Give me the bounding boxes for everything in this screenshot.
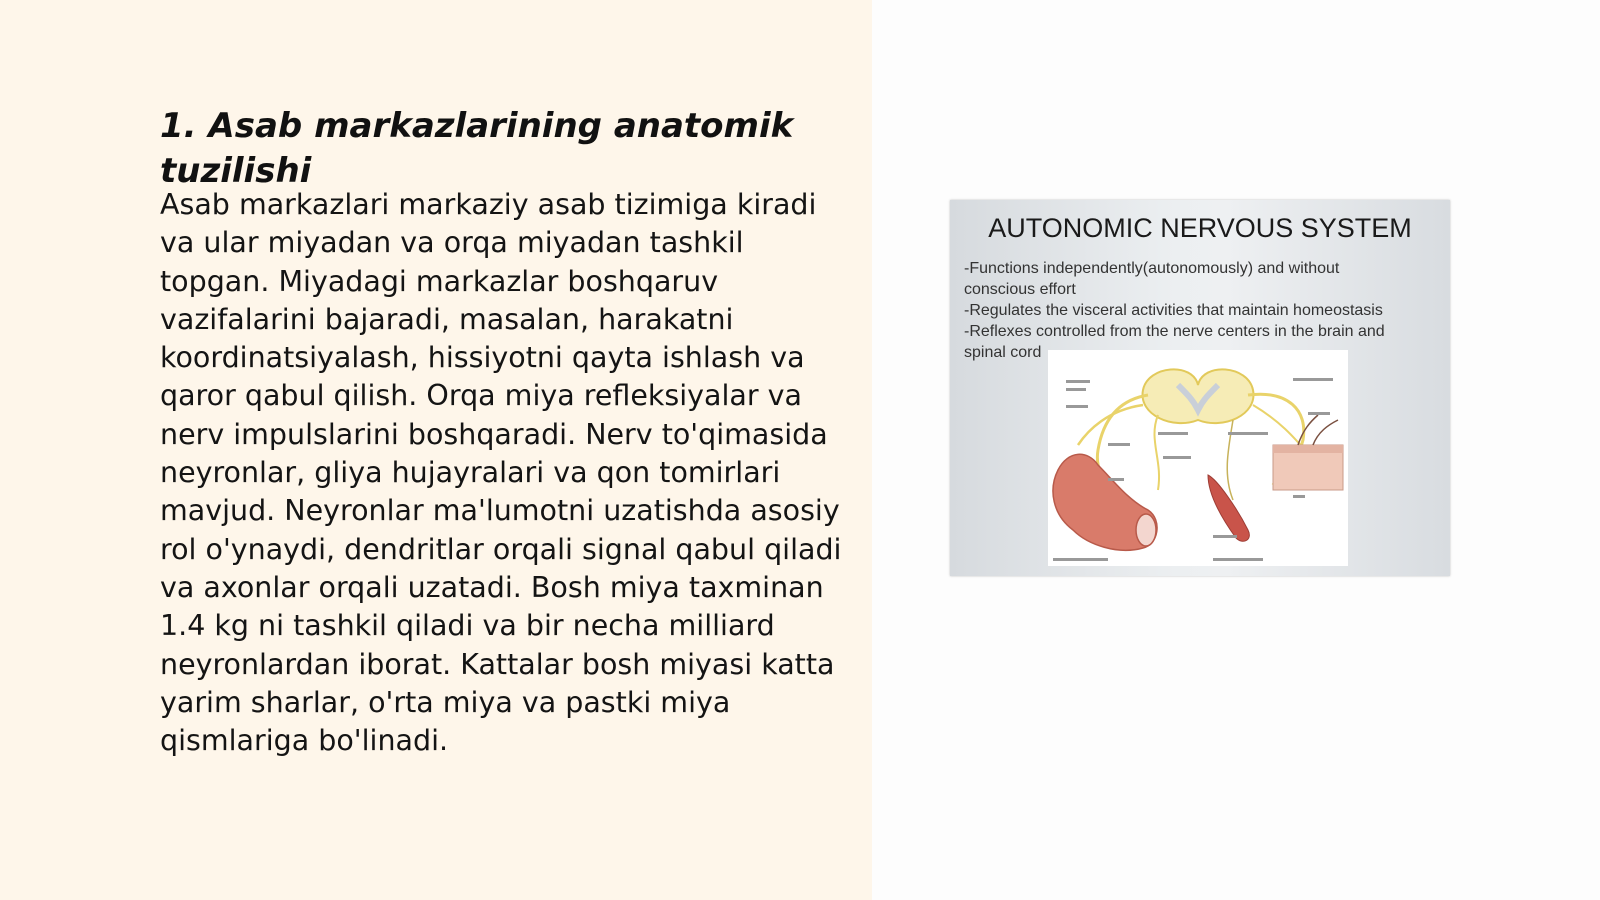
autonomic-nervous-system-diagram-icon <box>1048 350 1348 566</box>
autonomic-nervous-system-figure <box>950 200 1450 576</box>
figure-line: -Regulates the visceral activities that maintain homeostasis <box>964 302 1383 319</box>
slide-title: 1. Asab markazlarining anatomik tuzilishi <box>160 106 794 191</box>
figure-description <box>964 258 1444 363</box>
figure-title: AUTONOMIC NERVOUS SYSTEM <box>988 213 1412 243</box>
figure-line: -Functions independently(autonomously) and without <box>964 260 1340 277</box>
figure-line: -Reflexes controlled from the nerve centers in the brain and <box>964 323 1385 340</box>
slide-body-text: Asab markazlari markaziy asab tizimiga kiradi va ular miyadan va orqa miyadan tashkil topgan. Miyadagi markazlar boshqaruv vazifalarini bajaradi, masalan, harakatni koordinatsiyalash, hissiyotni qayta ishlash va qaror qabul qilish. Orqa miya refleksiyalar va nerv impulslarini boshqaradi. Nerv to'qimasida neyronlar, gliya hujayralari va qon tomirlari mavjud. Neyronlar ma'lumotni uzatishda asosiy rol o'ynaydi, dendritlar orqali signal qabul qiladi va axonlar orqali uzatadi. Bosh miya taxminan 1.4 kg ni tashkil qiladi va bir necha milliard neyronlardan iborat. Kattalar bosh miyasi katta yarim sharlar, o'rta miya va pastki miya qismlariga bo'linadi. <box>160 188 842 758</box>
figure-line: spinal cord <box>964 344 1042 361</box>
figure-line: conscious effort <box>964 281 1076 298</box>
